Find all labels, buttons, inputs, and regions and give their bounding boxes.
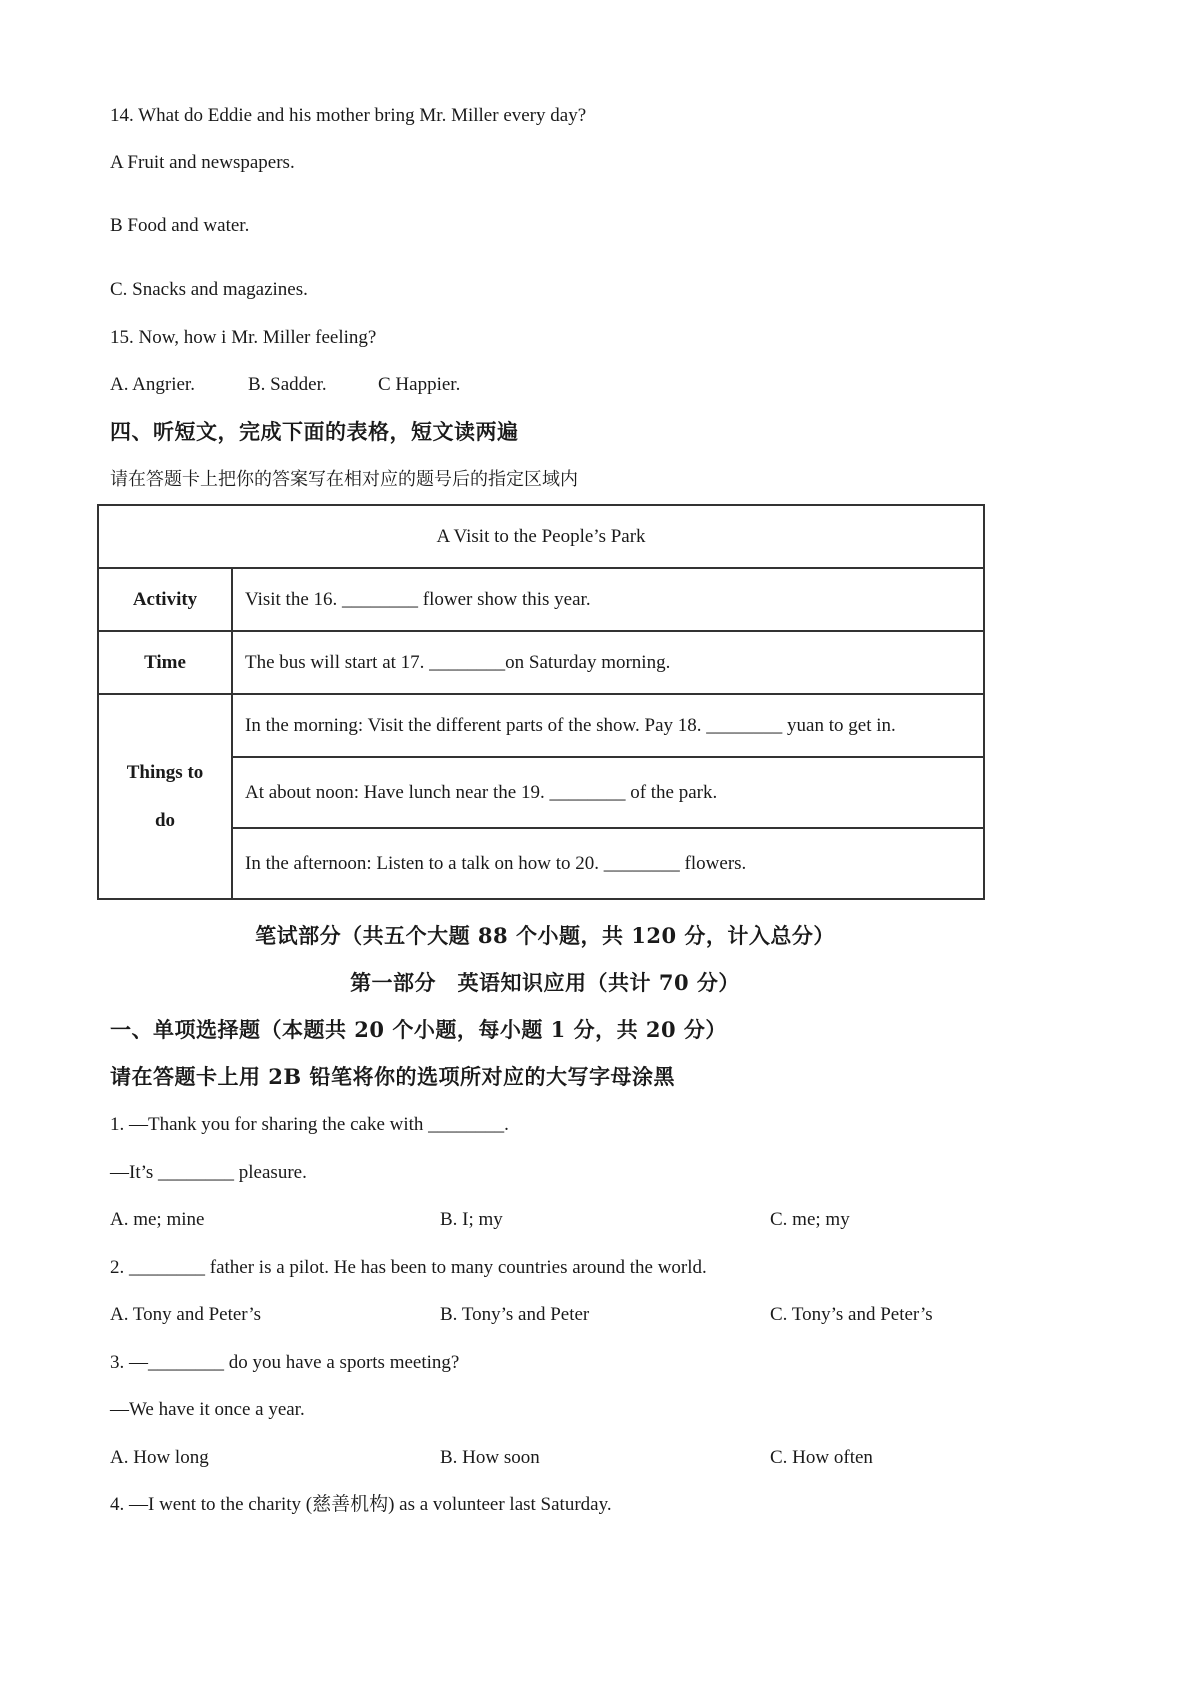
- time-label: Time: [98, 631, 232, 694]
- q2-option-a: A. Tony and Peter’s: [110, 1304, 262, 1325]
- question-1-line-1: 1. —Thank you for sharing the cake with ________.: [110, 1114, 509, 1135]
- q2-option-b: B. Tony’s and Peter: [440, 1304, 590, 1325]
- question-4-line-1: 4. —I went to the charity (慈善机构) as a volunteer last Saturday.: [110, 1494, 612, 1515]
- q3-option-c: C. How often: [770, 1447, 873, 1468]
- q2-option-c: C. Tony’s and Peter’s: [770, 1304, 933, 1325]
- written-part-heading: 笔试部分（共五个大题 88 个小题，共 120 分，计入总分）: [255, 923, 835, 948]
- q15-option-a: A. Angrier.: [110, 374, 195, 395]
- question-15: 15. Now, how i Mr. Miller feeling?: [110, 327, 377, 348]
- section-1-instruction: 请在答题卡上用 2B 铅笔将你的选项所对应的大写字母涂黑: [110, 1064, 675, 1089]
- q14-option-b: B Food and water.: [110, 215, 250, 236]
- section-4-heading: 四、听短文，完成下面的表格，短文读两遍: [110, 419, 519, 444]
- question-2-line-1: 2. ________ father is a pilot. He has been to many countries around the world.: [110, 1257, 707, 1278]
- q15-option-c: C Happier.: [378, 374, 461, 395]
- table-title: A Visit to the People’s Park: [98, 505, 984, 568]
- things-label-line-2: do: [154, 809, 176, 831]
- things-label: [98, 694, 232, 899]
- things-afternoon: In the afternoon: Listen to a talk on how to 20. ________ flowers.: [232, 828, 984, 899]
- question-3-line-2: —We have it once a year.: [110, 1399, 305, 1420]
- q15-option-b: B. Sadder.: [248, 374, 327, 395]
- q14-option-c: C. Snacks and magazines.: [110, 279, 308, 300]
- things-morning: In the morning: Visit the different parts of the show. Pay 18. ________ yuan to get in.: [232, 694, 984, 757]
- time-text: The bus will start at 17. ________on Saturday morning.: [232, 631, 984, 694]
- question-1-line-2: —It’s ________ pleasure.: [110, 1162, 307, 1183]
- things-label-line-1: Things to: [126, 761, 204, 783]
- q3-option-a: A. How long: [110, 1447, 209, 1468]
- q1-option-b: B. I; my: [440, 1209, 503, 1230]
- question-3-line-1: 3. —________ do you have a sports meeting?: [110, 1352, 460, 1373]
- q3-option-b: B. How soon: [440, 1447, 540, 1468]
- visit-table: [97, 504, 985, 900]
- q1-option-c: C. me; my: [770, 1209, 850, 1230]
- part-1-heading: 第一部分 英语知识应用（共计 70 分）: [350, 970, 740, 995]
- things-noon: At about noon: Have lunch near the 19. ________ of the park.: [232, 757, 984, 828]
- activity-text: Visit the 16. ________ flower show this year.: [232, 568, 984, 631]
- section-4-instruction: 请在答题卡上把你的答案写在相对应的题号后的指定区域内: [110, 469, 578, 490]
- activity-label: Activity: [98, 568, 232, 631]
- q14-option-a: A Fruit and newspapers.: [110, 152, 295, 173]
- q1-option-a: A. me; mine: [110, 1209, 205, 1230]
- section-1-heading: 一、单项选择题（本题共 20 个小题，每小题 1 分，共 20 分）: [110, 1017, 727, 1042]
- question-14: 14. What do Eddie and his mother bring Mr. Miller every day?: [110, 105, 587, 126]
